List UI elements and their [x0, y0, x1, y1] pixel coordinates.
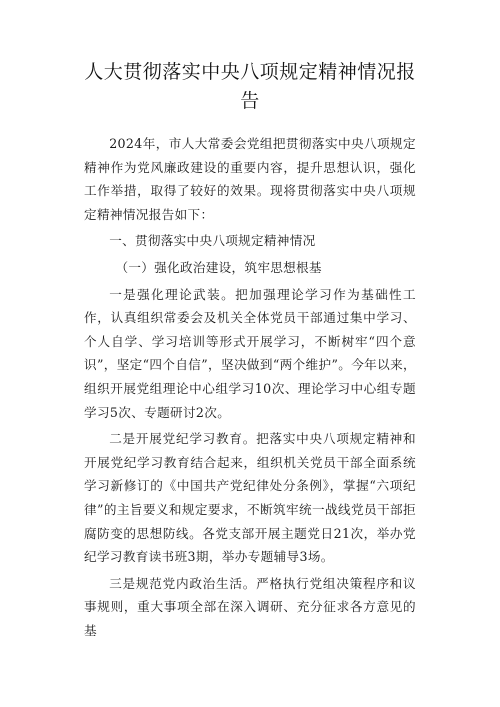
- section-heading: 一、贯彻落实中央八项规定精神情况: [109, 233, 316, 249]
- subsection-heading: （一）强化政治建设，筑牢思想根基: [115, 259, 322, 275]
- intro-paragraph: 2024年，市人大常委会党组把贯彻落实中央八项规定精神作为党风廉政建设的重要内容，提升思想认识，强化工作举措，取得了较好的效果。现将贯彻落实中央八项规定精神情况报告如下：: [84, 136, 416, 222]
- document-title: 人大贯彻落实中央八项规定精神情况报告: [84, 61, 416, 112]
- body-paragraph-political-life: 三是规范党内政治生活。严格执行党组决策程序和议事规则，重大事项全部在深入调研、充分征求各方意见的基: [84, 575, 416, 638]
- body-paragraph-discipline: 二是开展党纪学习教育。把落实中央八项规定精神和开展党纪学习教育结合起来，组织机关党员干部全面系统学习新修订的《中国共产党纪律处分条例》，掌握“六项纪律”的主旨要义和规定要求，不断筑牢统一战线党员干部拒腐防变的思想防线。各党支部开展主题党日21次，举办党纪学习教育读书班3期，举办专题辅导3场。: [84, 431, 416, 565]
- body-paragraph-theory: 一是强化理论武装。把加强理论学习作为基础性工作，认真组织常委会及机关全体党员干部通过集中学习、个人自学、学习培训等形式开展学习，不断树牢“四个意识”，坚定“四个自信”，坚决做到“两个维护”。今年以来，组织开展党组理论中心组学习10次、理论学习中心组专题学习5次、专题研讨2次。: [84, 286, 416, 420]
